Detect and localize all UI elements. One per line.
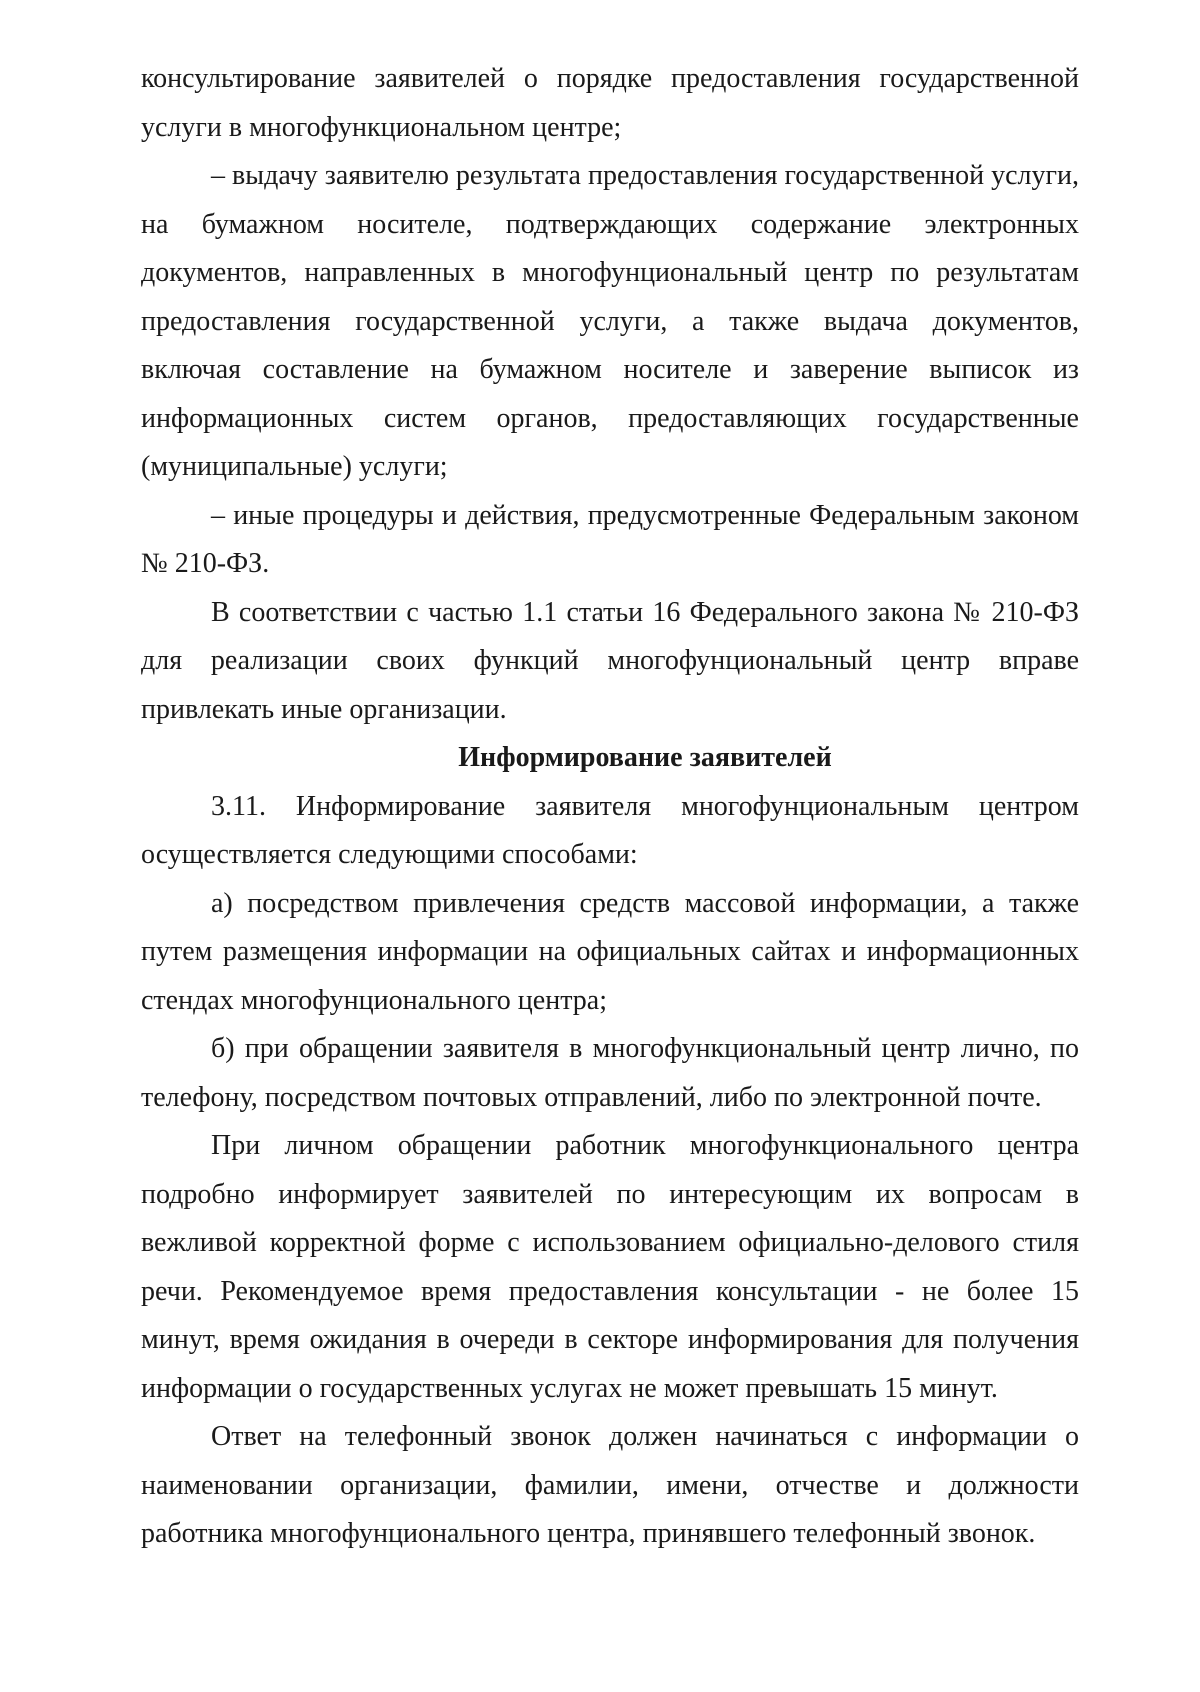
paragraph-other-procedures: – иные процедуры и действия, предусмотренные Федеральным законом № 210-ФЗ. xyxy=(141,499,1079,579)
paragraph-consulting: консультирование заявителей о порядке предоставления государственной услуги в многофункциональном центре; xyxy=(141,63,1079,143)
paragraph-item-b: б) при обращении заявителя в многофункциональный центр лично, по телефону, посредством почтовых отправлений, либо по электронной почте. xyxy=(141,1033,1079,1113)
paragraph-personal-visit: При личном обращении работник многофункционального центра подробно информирует заявителей по интересующим их вопросам в вежливой корректной форме с использованием официально-делового стиля речи. Рекомендуемое время предоставления консультации - не более 15 минут, время ожидания в очереди в секторе информирования для получения информации о государственных услугах не может превышать 15 минут. xyxy=(141,1130,1079,1404)
paragraph-item-a: а) посредством привлечения средств массовой информации, а также путем размещения информации на официальных сайтах и информационных стендах многофунционального центра; xyxy=(141,887,1079,1016)
paragraph-issuance: – выдачу заявителю результата предоставления государственной услуги, на бумажном носителе, подтверждающих содержание электронных документов, направленных в многофунциональный центр по результатам предоставления государственной услуги, а также выдача документов, включая составление на бумажном носителе и заверение выписок из информационных систем органов, предоставляющих государственные (муниципальные) услуги; xyxy=(141,160,1079,482)
paragraph-law-reference: В соответствии с частью 1.1 статьи 16 Федерального закона № 210-ФЗ для реализации своих функций многофунциональный центр вправе привлекать иные организации. xyxy=(141,596,1079,725)
section-heading: Информирование заявителей xyxy=(458,742,832,773)
paragraph-3-11: 3.11. Информирование заявителя многофунциональным центром осуществляется следующими способами: xyxy=(141,790,1079,870)
paragraph-phone-call: Ответ на телефонный звонок должен начинаться с информации о наименовании организации, фамилии, имени, отчестве и должности работника многофунционального центра, принявшего телефонный звонок. xyxy=(141,1421,1079,1549)
document-body xyxy=(141,55,1079,1559)
